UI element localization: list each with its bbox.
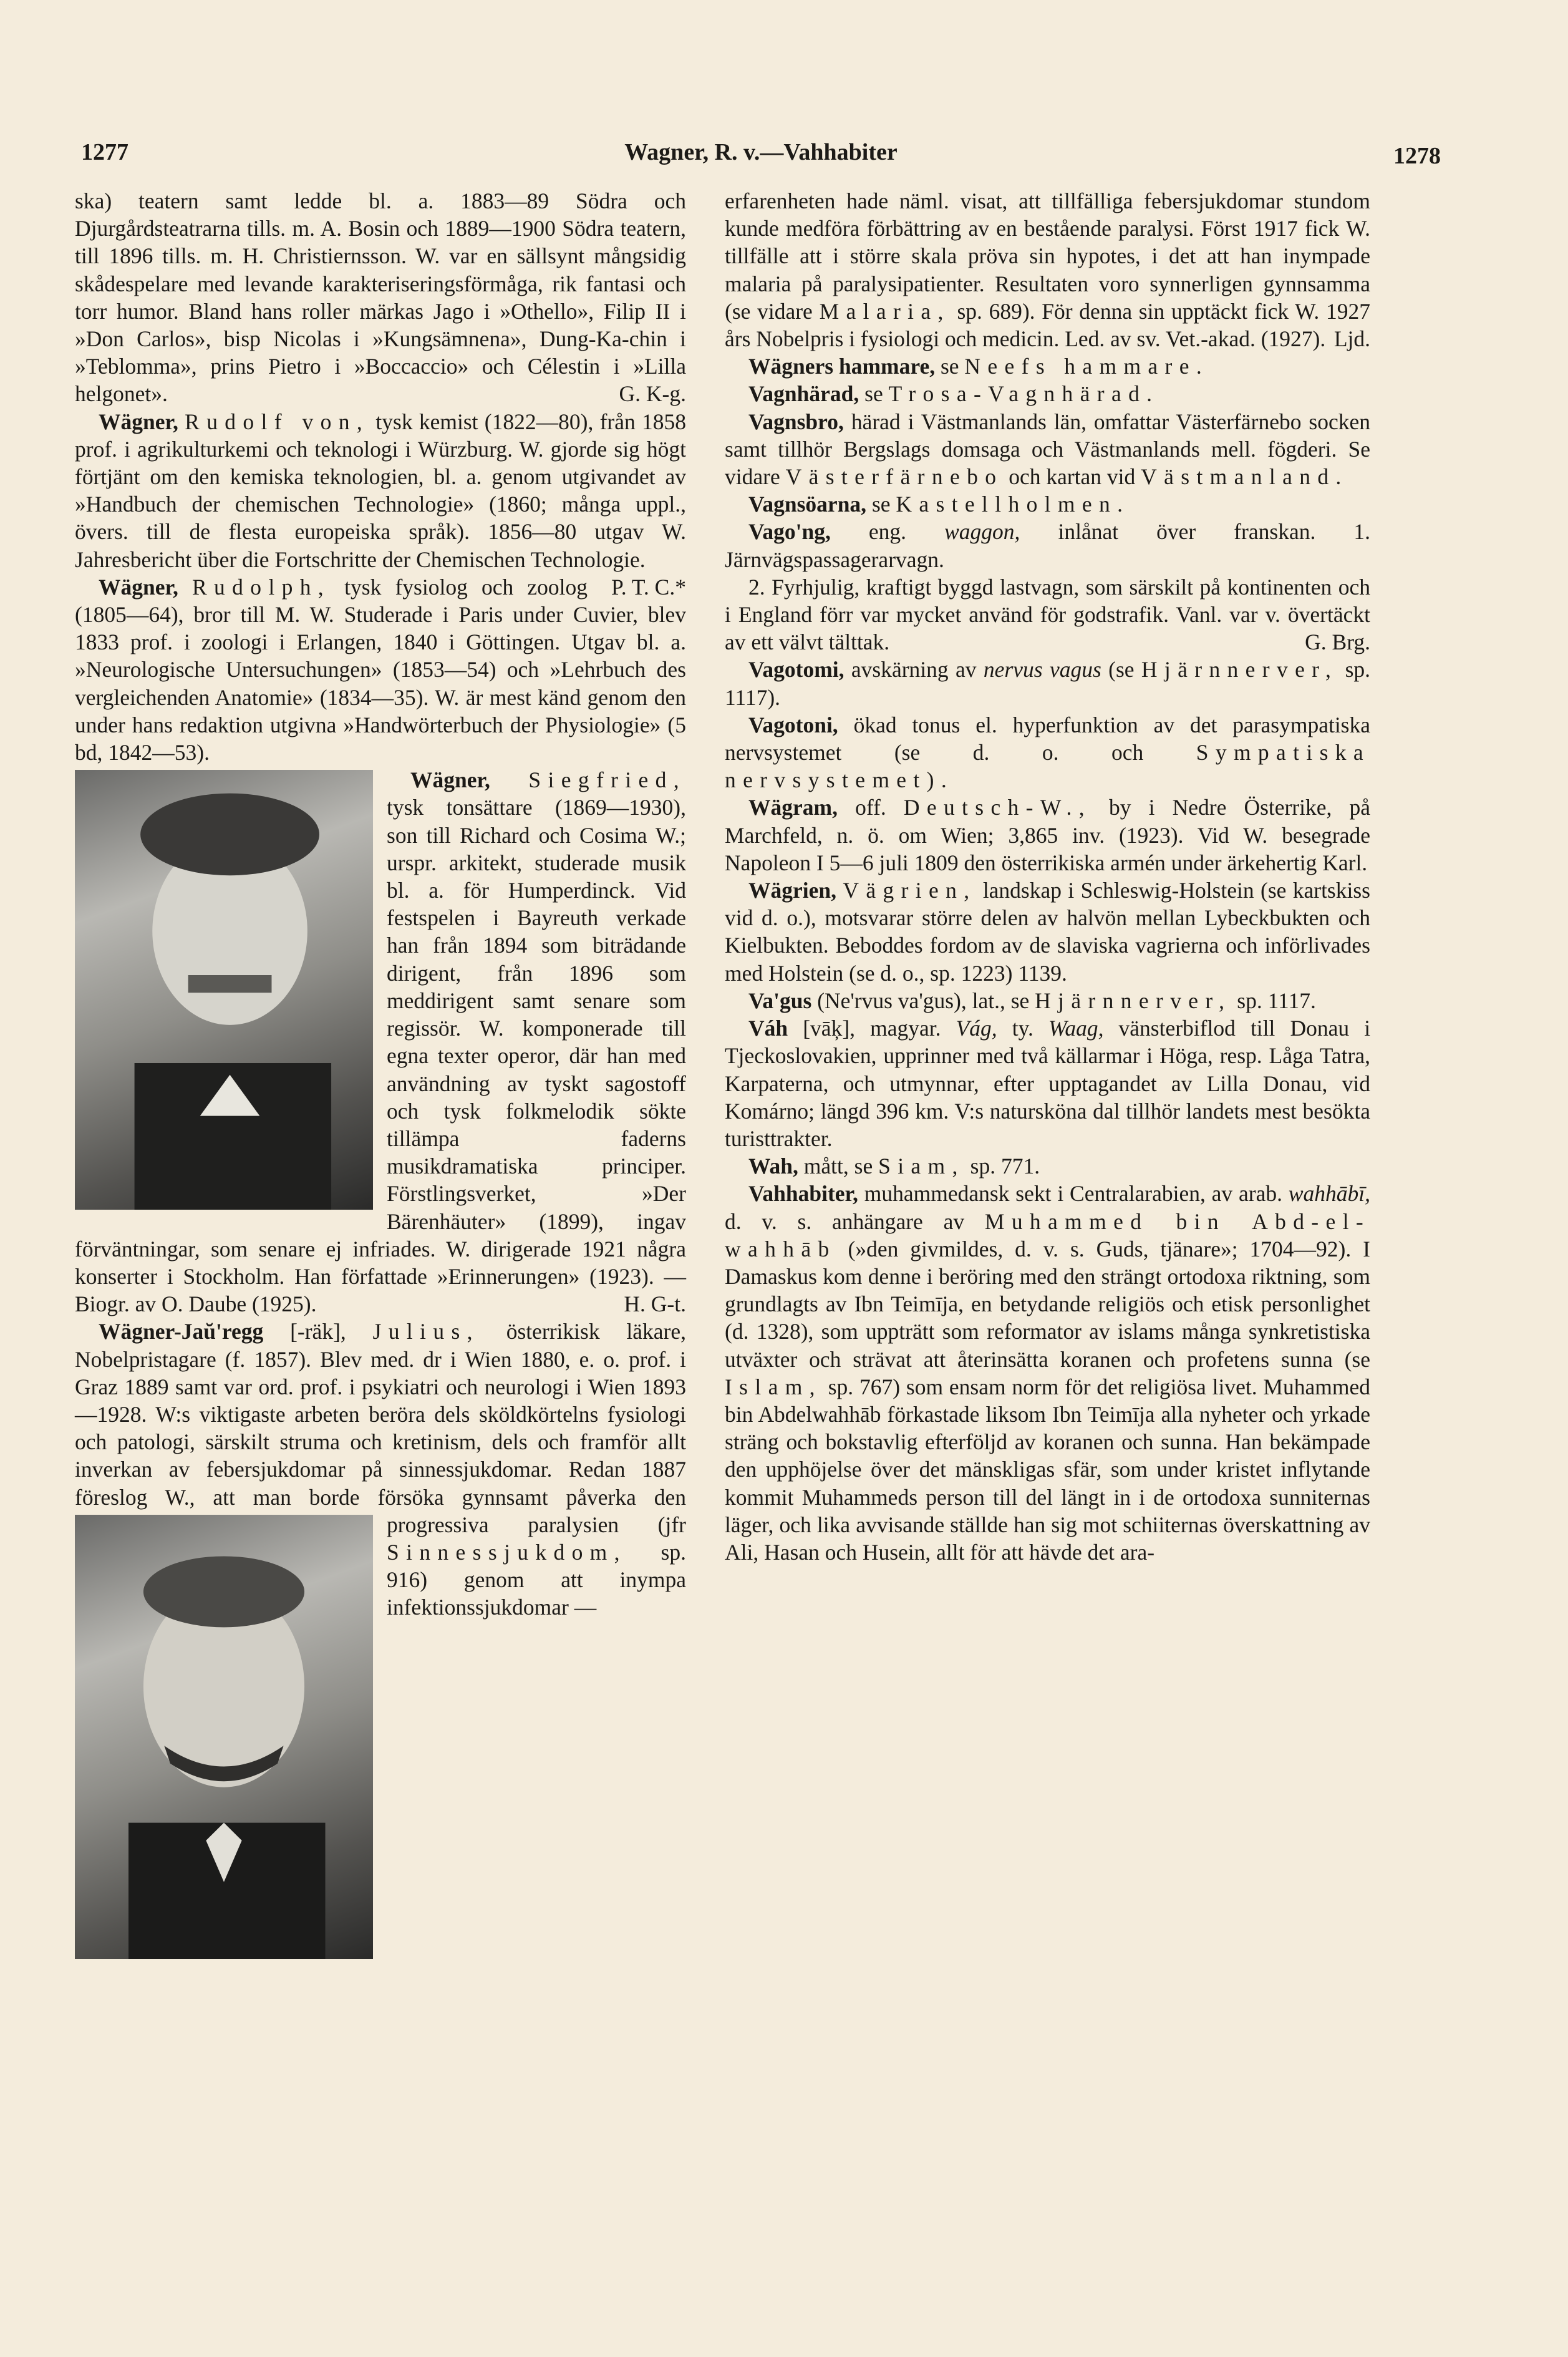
headword: Wägrien, (748, 878, 836, 903)
headword: Vago'ng, (748, 519, 831, 545)
entry-wagner-rudolph: Wägner, Rudolph, tysk fysiolog och zoolog (1805—64), bror till M. W. Studerade i Paris under Cuvier, blev 1833 prof. i zoologi i Erlangen, 1840 i Göttingen. Utgav bl. a. »Neurologische Untersuchungen» (1853—54) och »Lehrbuch des vergleichenden Anatomie» (1834—35). W. är mest känd genom den under hans redaktion utgivna »Handwörterbuch der Physiologie» (5 bd, 1842—53). (75, 574, 686, 765)
headword: Wah, (748, 1154, 798, 1179)
headword: Wägner, (99, 574, 178, 600)
headword: Vagnsöarna, (748, 492, 867, 517)
entry-wagner-rudolf-von: Wägner, Rudolf von, tysk kemist (1822—80), från 1858 prof. i agrikulturkemi och teknologi i Würzburg. W. gjorde sig högt förtjänt om den kemiska teknologien, bl. a. genom utgivandet av »Handbuch der chemischen Technologie» (1860; många uppl., övers. till de flesta europeiska språk). 1856—80 utgav W. Jahresbericht über die Fortschritte der Chemischen Technologie. P. T. C.* (75, 408, 686, 573)
portrait-photo-wagner-jauregg (75, 1515, 373, 1959)
entry-vagnharad: Vagnhärad, se Trosa-Vagnhärad. (748, 381, 1159, 407)
left-column (75, 187, 686, 1961)
entry-wah: Wah, mått, se Siam, sp. 771. (748, 1154, 1040, 1179)
entry-continuation: erfarenheten hade näml. visat, att tillfälliga febersjukdomar stundom kunde medföra förbättring av en bestående paralysi. Först 1917 fick W. tillfälle att i större skala pröva sin hypotes, i det att han inympade malaria på paralysipatienter. Resultaten voro synnerligen gynnsamma (se vidare Malaria, sp. 689). För denna sin upptäckt fick W. 1927 års Nobelpris i fysiologi och medicin. Led. av sv. Vet.-akad. (1927). Ljd. (725, 187, 1370, 352)
entry-wagners-hammare: Wägners hammare, se Neefs hammare. (748, 354, 1209, 379)
running-title: Wagner, R. v.—Vahhabiter (624, 139, 898, 165)
headword: Wägner, (410, 767, 490, 793)
entry-vagong-sense-2: 2. Fyrhjulig, kraftigt byggd lastvagn, som särskilt på kontinenten och i England förr var mycket använd för godstrafik. Vanl. var v. övertäckt av ett välvt tälttak. G. Brg. (725, 573, 1370, 656)
entry-wagram: Wägram, off. Deutsch-W., by i Nedre Österrike, på Marchfeld, n. ö. om Wien; 3,865 inv. (1923). Vid W. besegrade Napoleon I 5—6 juli 1809 den österrikiska armén under ärkehertig Karl. (725, 795, 1371, 875)
entry-vagotoni: Vagotoni, ökad tonus el. hyperfunktion av det parasympatiska nervsystemet (se d. o. och Sympatiska nervsystemet). (725, 712, 1371, 793)
signature: G. K-g. (619, 381, 686, 407)
page-number-left: 1277 (81, 139, 128, 165)
entry-wagner-jauregg: Wägner-Jaŭ'regg [-räk], Julius, österrikisk läkare, Nobelpristagare (f. 1857). Blev med. dr i Wien 1880, e. o. prof. i Graz 1889 samt var ord. prof. i psykiatri och neurologi i Wien 1893—1928. W:s viktigaste arbeten beröra dels sköldkörtelns fysiologi och patologi, särskilt struma och kretinism, dels och framför allt inverkan av febersjukdomar på sinnessjukdomar. Redan 1887 föreslog W., att man borde försöka gynnsamt påverka den progressiva paralysien (jfr Sinnessjukdom, sp. 916) genom att inympa infektionssjukdomar — (75, 1318, 686, 1621)
headword: Vagotoni, (748, 712, 838, 737)
entry-vagnsbro: Vagnsbro, härad i Västmanlands län, omfattar Västerfärnebo socken samt tillhör Bergslags domsaga och Västmanlands mell. fögderi. Se vidare Västerfärnebo och kartan vid Västmanland. (725, 409, 1371, 490)
headword: Vagotomi, (748, 657, 844, 683)
signature: G. Brg. (1305, 629, 1370, 655)
entry-wagrien: Wägrien, Vägrien, landskap i Schleswig-Holstein (se kartskiss vid d. o.), motsvarar större delen av halvön mellan Lybeckbukten och Kielbukten. Beboddes fordom av de slaviska vagrierna och införlivades med Holstein (se d. o., sp. 1223) 1139. (725, 878, 1370, 986)
headword: Wägners hammare, (748, 354, 936, 379)
headword: Va'gus (748, 988, 812, 1013)
headword: Wägner-Jaŭ'regg (99, 1319, 264, 1344)
headword: Wägram, (748, 795, 838, 820)
headword: Vagnhärad, (748, 381, 859, 407)
entry-vagong: Vago'ng, eng. waggon, inlånat över franskan. 1. Järnvägspassagerarvagn. (725, 519, 1371, 572)
signature: H. G-t. (624, 1291, 686, 1317)
signature: Ljd. (1333, 326, 1370, 352)
headword: Vagnsbro, (748, 409, 844, 434)
page-number-right: 1278 (1393, 143, 1441, 169)
signature: P. T. C.* (611, 574, 686, 600)
entry-vagotomi: Vagotomi, avskärning av nervus vagus (se Hjärnnerver, sp. 1117). (725, 657, 1371, 710)
running-header (81, 139, 1441, 176)
right-column (725, 187, 1370, 1566)
headword: Vahhabiter, (748, 1181, 858, 1207)
entry-vagnsoarna: Vagnsöarna, se Kastellholmen. (748, 492, 1130, 517)
entry-vah: Váh [vāķ], magyar. Vág, ty. Waag, vänsterbiflod till Donau i Tjeckoslovakien, upprinner med två källarmar i Höga, resp. Låga Tatra, Karpaterna, och utmynnar, efter upptagandet av Lilla Donau, vid Komárno; längd 396 km. V:s natursköna dal tillhör landets mest besökta turisttrakter. (725, 1016, 1371, 1151)
headword: Wägner, (99, 409, 178, 434)
entry-continuation: ska) teatern samt ledde bl. a. 1883—89 Södra och Djurgårdsteatrarna tills. m. A. Bosin och 1889—1900 Södra teatern, till 1896 tills. m. H. Christiernsson. W. var en sällsynt mångsidig skådespelare med levande karakteriseringsförmåga, rik fantasi och torr humor. Bland hans roller märkas Jago i »Othello», Filip II i »Don Carlos», bisp Nicolas i »Kungsämnena», Dung-Ka-chin i »Teblomma», prins Pietro i »Boccaccio» och Célestin i »Lilla helgonet». G. K-g. (75, 187, 686, 408)
portrait-photo-siegfried (75, 770, 373, 1210)
entry-vahhabiter: Vahhabiter, muhammedansk sekt i Centralarabien, av arab. wahhābī, d. v. s. anhängare av Muhammed bin Abd-el-wahhāb (»den givmildes, d. v. s. Guds, tjänare»; 1704—92). I Damaskus kom denne i beröring med den strängt ortodoxa riktning, som grundlagts av Ibn Teimīja, en betydande religiös och etisk personlighet (d. 1328), som uppträtt som reformator av islams många synkretistiska utväxter och strävat att återinsätta koranen och profetens sunna (se Islam, sp. 767) som ensam norm för det religiösa livet. Muhammed bin Abdelwahhāb förkastade liksom Ibn Teimīja alla nyheter och yrkade sträng och bokstavlig efterföljd av koranen och sunna. Han bekämpade den upphöjelse över det mänskligas sfär, som under kristet inflytande kommit Muhammeds person till del längt in i de ortodoxa sunniternas läger, och lika avvisande ställde han sig mot schiiternas överskattning av Ali, Hasan och Husein, allt för att hävde det ara- (725, 1181, 1371, 1565)
headword: Váh (748, 1016, 788, 1041)
entry-vagus: Va'gus (Ne'rvus va'gus), lat., se Hjärnnerver, sp. 1117. (748, 988, 1316, 1013)
entry-wagner-siegfried: Wägner, Siegfried, tysk tonsättare (1869—1930), son till Richard och Cosima W.; urspr. arkitekt, studerade musik bl. a. för Humperdinck. Vid festspelen i Bayreuth verkade han från 1894 som biträdande dirigent, från 1896 som meddirigent samt senare som regissör. W. komponerade till egna texter operor, där han med användning av tyskt sagostoff och tysk folkmelodik sökte tillämpa faderns musikdramatiska principer. Förstlingsverket, »Der Bärenhäuter» (1899), ingav förväntningar, som senare ej infriades. W. dirigerade 1921 några konserter i Stockholm. Han författade »Erinnerungen» (1923). — Biogr. av O. Daube (1925). H. G-t. (75, 766, 686, 1318)
